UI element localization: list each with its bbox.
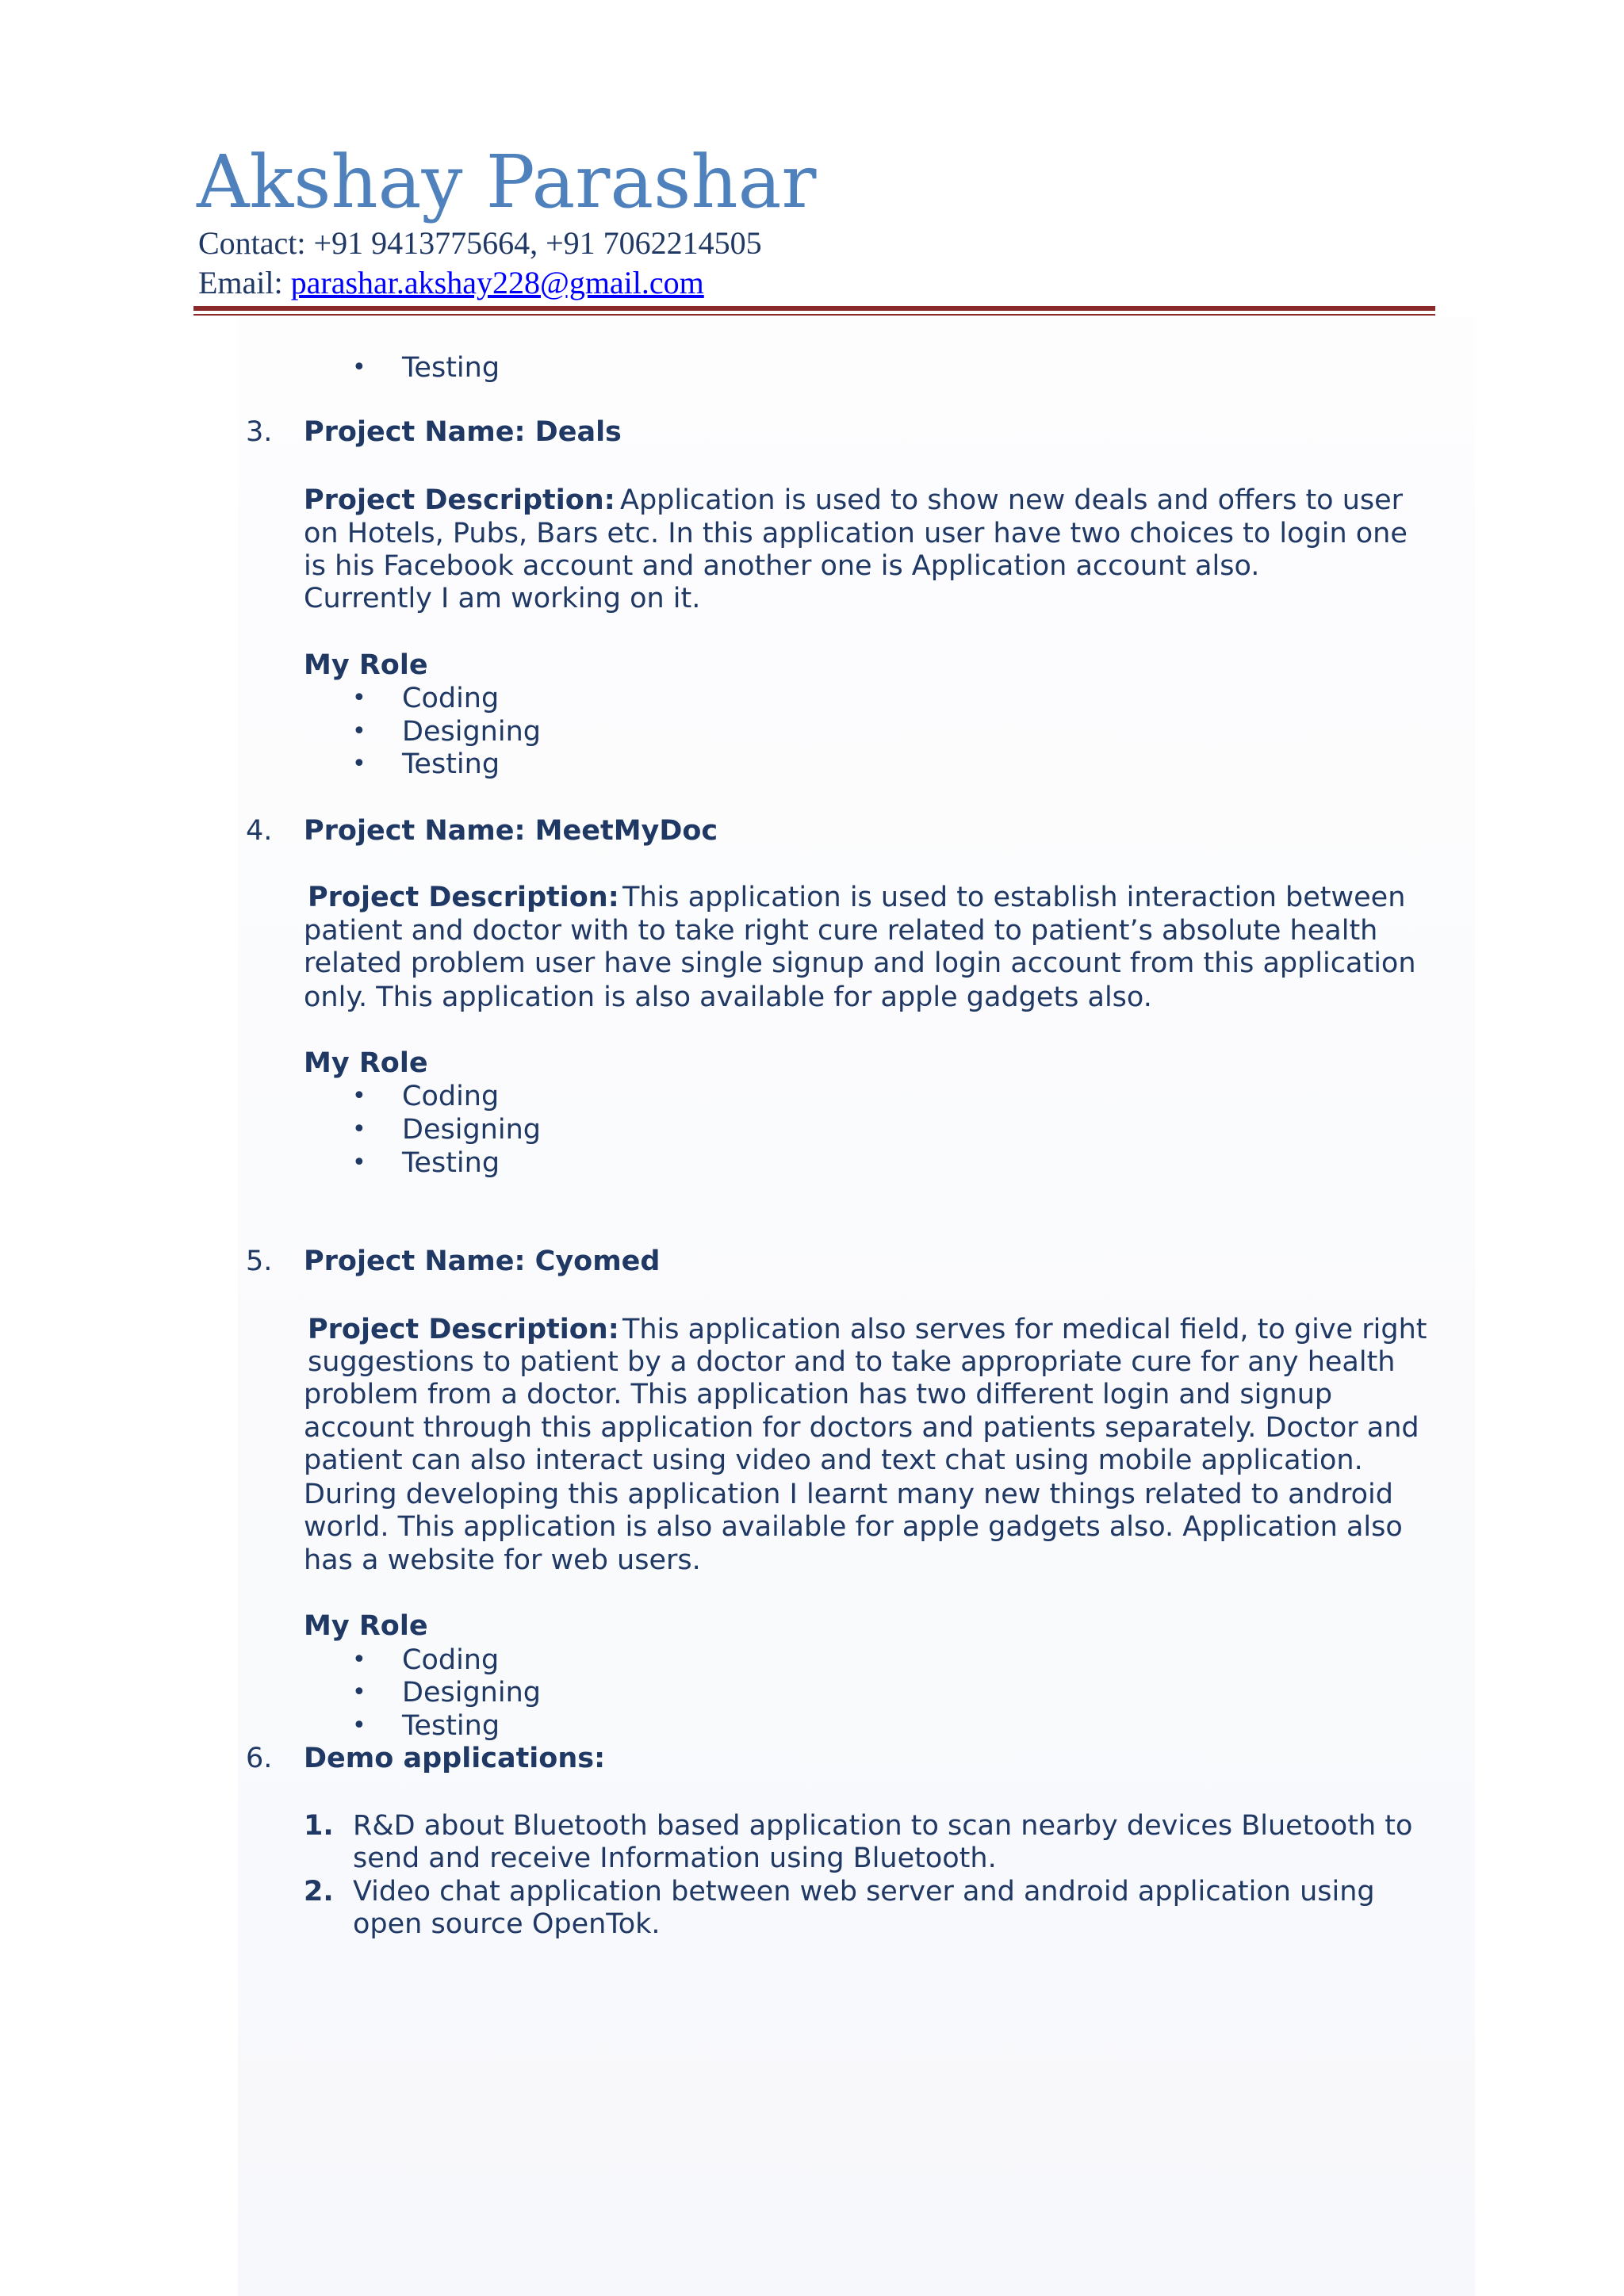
project-description-line: patient can also interact using video and text chat using mobile application.: [304, 1445, 1363, 1476]
role-item: Testing: [402, 748, 500, 780]
header-divider-thin: [193, 314, 1435, 316]
contact-numbers: +91 9413775664, +91 7062214505: [313, 225, 762, 261]
role-item: Coding: [402, 1081, 500, 1112]
project-description-line: has a website for web users.: [304, 1544, 701, 1576]
demo-item-line: open source OpenTok.: [353, 1908, 661, 1940]
project-description-line: Currently I am working on it.: [304, 583, 701, 614]
role-item: Coding: [402, 1644, 500, 1676]
email-line: [198, 265, 704, 301]
project-description-label: Project Description:: [304, 484, 615, 516]
role-item: Testing: [402, 1147, 500, 1179]
demo-item-number: 2.: [304, 1876, 334, 1908]
contact-label: Contact:: [198, 225, 306, 261]
project-description-line: world. This application is also available for apple gadgets also. Application also: [304, 1511, 1403, 1543]
bullet-icon: •: [352, 718, 366, 745]
project-description-line: related problem user have single signup and login account from this application: [304, 947, 1416, 979]
demo-item-line: R&D about Bluetooth based application to scan nearby devices Bluetooth to: [353, 1810, 1413, 1842]
role-item: Testing: [402, 1710, 500, 1742]
project-description-line: This application also serves for medical field, to give right: [622, 1314, 1427, 1345]
demo-item-number: 1.: [304, 1810, 334, 1842]
role-item: Designing: [402, 716, 541, 748]
project-title: Project Name: Cyomed: [304, 1246, 661, 1277]
project-title: Project Name: Deals: [304, 416, 622, 448]
demo-item-line: Video chat application between web server and android application using: [353, 1876, 1375, 1908]
project-number: 3.: [246, 416, 273, 448]
role-item: Designing: [402, 1114, 541, 1146]
project-title: Project Name: MeetMyDoc: [304, 815, 718, 847]
project-description-line: on Hotels, Pubs, Bars etc. In this application user have two choices to login one: [304, 518, 1408, 549]
top-bullet-text: Testing: [402, 352, 500, 384]
project-description-line: Application is used to show new deals and offers to user: [620, 484, 1404, 516]
project-description-line: patient and doctor with to take right cure related to patient’s absolute health: [304, 915, 1378, 947]
header-divider: [193, 306, 1435, 311]
bullet-icon: •: [352, 354, 366, 381]
project-description-line: suggestions to patient by a doctor and to take appropriate cure for any health: [308, 1346, 1396, 1378]
email-link[interactable]: parashar.akshay228@gmail.com: [290, 265, 704, 300]
demo-item-line: send and receive Information using Bluetooth.: [353, 1843, 997, 1874]
role-heading: My Role: [304, 1610, 428, 1642]
contact-line: [198, 225, 762, 262]
bullet-icon: •: [352, 750, 366, 778]
bullet-icon: •: [352, 1082, 366, 1110]
project-description-label: Project Description:: [308, 882, 619, 913]
bullet-icon: •: [352, 1712, 366, 1739]
role-heading: My Role: [304, 1047, 428, 1079]
bullet-icon: •: [352, 684, 366, 712]
email-label: Email:: [198, 265, 283, 300]
project-number: 5.: [246, 1246, 273, 1277]
project-description-line: only. This application is also available for apple gadgets also.: [304, 982, 1152, 1013]
section-title: Demo applications:: [304, 1743, 606, 1774]
role-heading: My Role: [304, 649, 428, 681]
bullet-icon: •: [352, 1115, 366, 1143]
project-number: 4.: [246, 815, 273, 847]
project-description-line: is his Facebook account and another one is Application account also.: [304, 550, 1260, 582]
role-item: Designing: [402, 1677, 541, 1709]
section-number: 6.: [246, 1743, 273, 1774]
project-description-line: problem from a doctor. This application has two different login and signup: [304, 1379, 1333, 1410]
bullet-icon: •: [352, 1149, 366, 1177]
project-description-line: account through this application for doctors and patients separately. Doctor and: [304, 1412, 1419, 1444]
candidate-name: Akshay Parashar: [197, 140, 817, 224]
project-description-line: During developing this application I learnt many new things related to android: [304, 1479, 1393, 1510]
project-description-label: Project Description:: [308, 1314, 619, 1345]
role-item: Coding: [402, 683, 500, 714]
bullet-icon: •: [352, 1646, 366, 1674]
project-description-line: This application is used to establish interaction between: [622, 882, 1406, 913]
bullet-icon: •: [352, 1678, 366, 1706]
